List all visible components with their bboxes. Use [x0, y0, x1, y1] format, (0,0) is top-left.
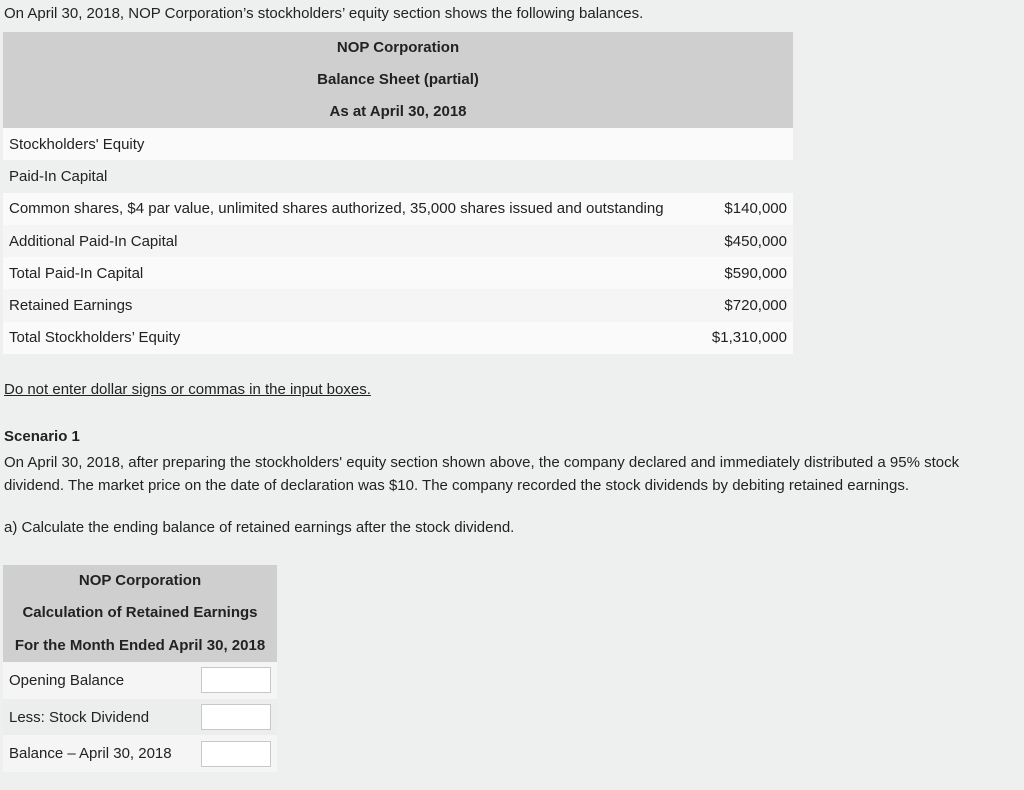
- balance-sheet-title: Balance Sheet (partial): [3, 64, 793, 96]
- question-text: a) Calculate the ending balance of retained earnings after the stock dividend.: [4, 519, 515, 536]
- stock-dividend-input[interactable]: [201, 704, 271, 730]
- row-label: Less: Stock Dividend: [9, 708, 150, 726]
- table-row: [3, 257, 793, 289]
- table-row: [3, 193, 793, 225]
- balance-sheet-date: As at April 30, 2018: [3, 96, 793, 128]
- row-value: $590,000: [724, 264, 787, 282]
- row-label: Total Paid-In Capital: [9, 264, 144, 282]
- input-instruction-note: Do not enter dollar signs or commas in the input boxes.: [4, 381, 371, 398]
- table-row: [3, 662, 277, 699]
- table-row: [3, 289, 793, 321]
- table-row: [3, 160, 793, 192]
- re-company: NOP Corporation: [3, 565, 277, 597]
- row-label: Retained Earnings: [9, 297, 133, 315]
- row-value: $720,000: [724, 297, 787, 315]
- scenario-title: Scenario 1: [4, 428, 80, 445]
- table-row: [3, 225, 793, 257]
- scenario-text: On April 30, 2018, after preparing the stockholders' equity section shown above, the company declared and immediately distributed a 95% stock dividend. The market price on the date of declaration was $10. The company recorded the stock dividends by debiting retained earnings.: [4, 454, 960, 494]
- row-label: Additional Paid-In Capital: [9, 232, 178, 250]
- row-label: Balance – April 30, 2018: [9, 745, 172, 763]
- row-label: Total Stockholders’ Equity: [9, 329, 181, 347]
- row-label: Stockholders' Equity: [9, 135, 145, 153]
- balance-sheet-table: [3, 32, 793, 354]
- re-period: For the Month Ended April 30, 2018: [3, 630, 277, 662]
- row-value: $450,000: [724, 232, 787, 250]
- table-row: [3, 699, 277, 736]
- balance-sheet-company: NOP Corporation: [3, 32, 793, 64]
- row-value: $1,310,000: [711, 329, 787, 347]
- row-label: Opening Balance: [9, 671, 125, 689]
- intro-text: On April 30, 2018, NOP Corporation’s stockholders’ equity section shows the following balances.: [4, 5, 644, 22]
- retained-earnings-table: [3, 565, 277, 772]
- re-title: Calculation of Retained Earnings: [3, 597, 277, 629]
- table-row: [3, 128, 793, 160]
- table-row: [3, 735, 277, 772]
- row-label: Common shares, $4 par value, unlimited shares authorized, 35,000 shares issued and outstanding: [9, 200, 664, 218]
- ending-balance-input[interactable]: [201, 741, 271, 767]
- row-value: $140,000: [724, 200, 787, 218]
- table-row: [3, 322, 793, 354]
- row-label: Paid-In Capital: [9, 167, 108, 185]
- opening-balance-input[interactable]: [201, 667, 271, 693]
